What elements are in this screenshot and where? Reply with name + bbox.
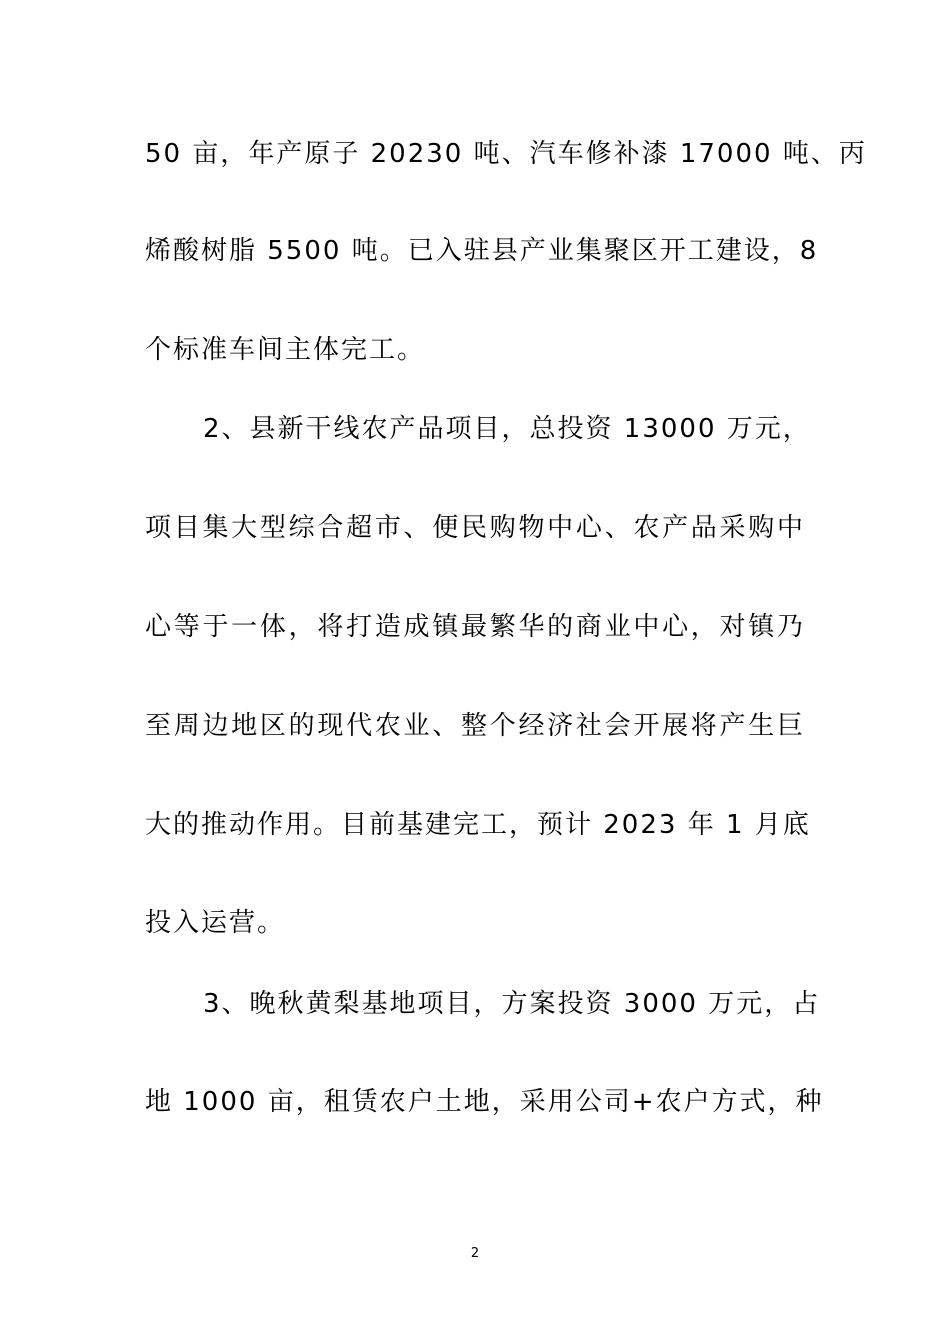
text-line-3: 个标准车间主体完工。 <box>145 335 426 365</box>
text-line-6: 心等于一体，将打造成镇最繁华的商业中心，对镇乃 <box>145 612 805 642</box>
text-line-11: 地 1000 亩，租赁农户土地，采用公司+农户方式，种 <box>145 1087 824 1117</box>
text-line-8: 大的推动作用。目前基建完工，预计 2023 年 1 月底 <box>145 810 811 840</box>
text-line-10: 3、晚秋黄梨基地项目，方案投资 3000 万元，占 <box>203 989 821 1019</box>
text-line-5: 项目集大型综合超市、便民购物中心、农产品采购中 <box>145 513 805 543</box>
page-number: 2 <box>470 1246 480 1261</box>
text-line-2: 烯酸树脂 5500 吨。已入驻县产业集聚区开工建设，8 <box>145 236 819 266</box>
text-line-1: 50 亩，年产原子 20230 吨、汽车修补漆 17000 吨、丙 <box>145 139 867 169</box>
text-line-7: 至周边地区的现代农业、整个经济社会开展将产生巨 <box>145 711 805 741</box>
text-line-4: 2、县新干线农产品项目，总投资 13000 万元， <box>203 414 811 444</box>
text-line-9: 投入运营。 <box>145 908 286 938</box>
